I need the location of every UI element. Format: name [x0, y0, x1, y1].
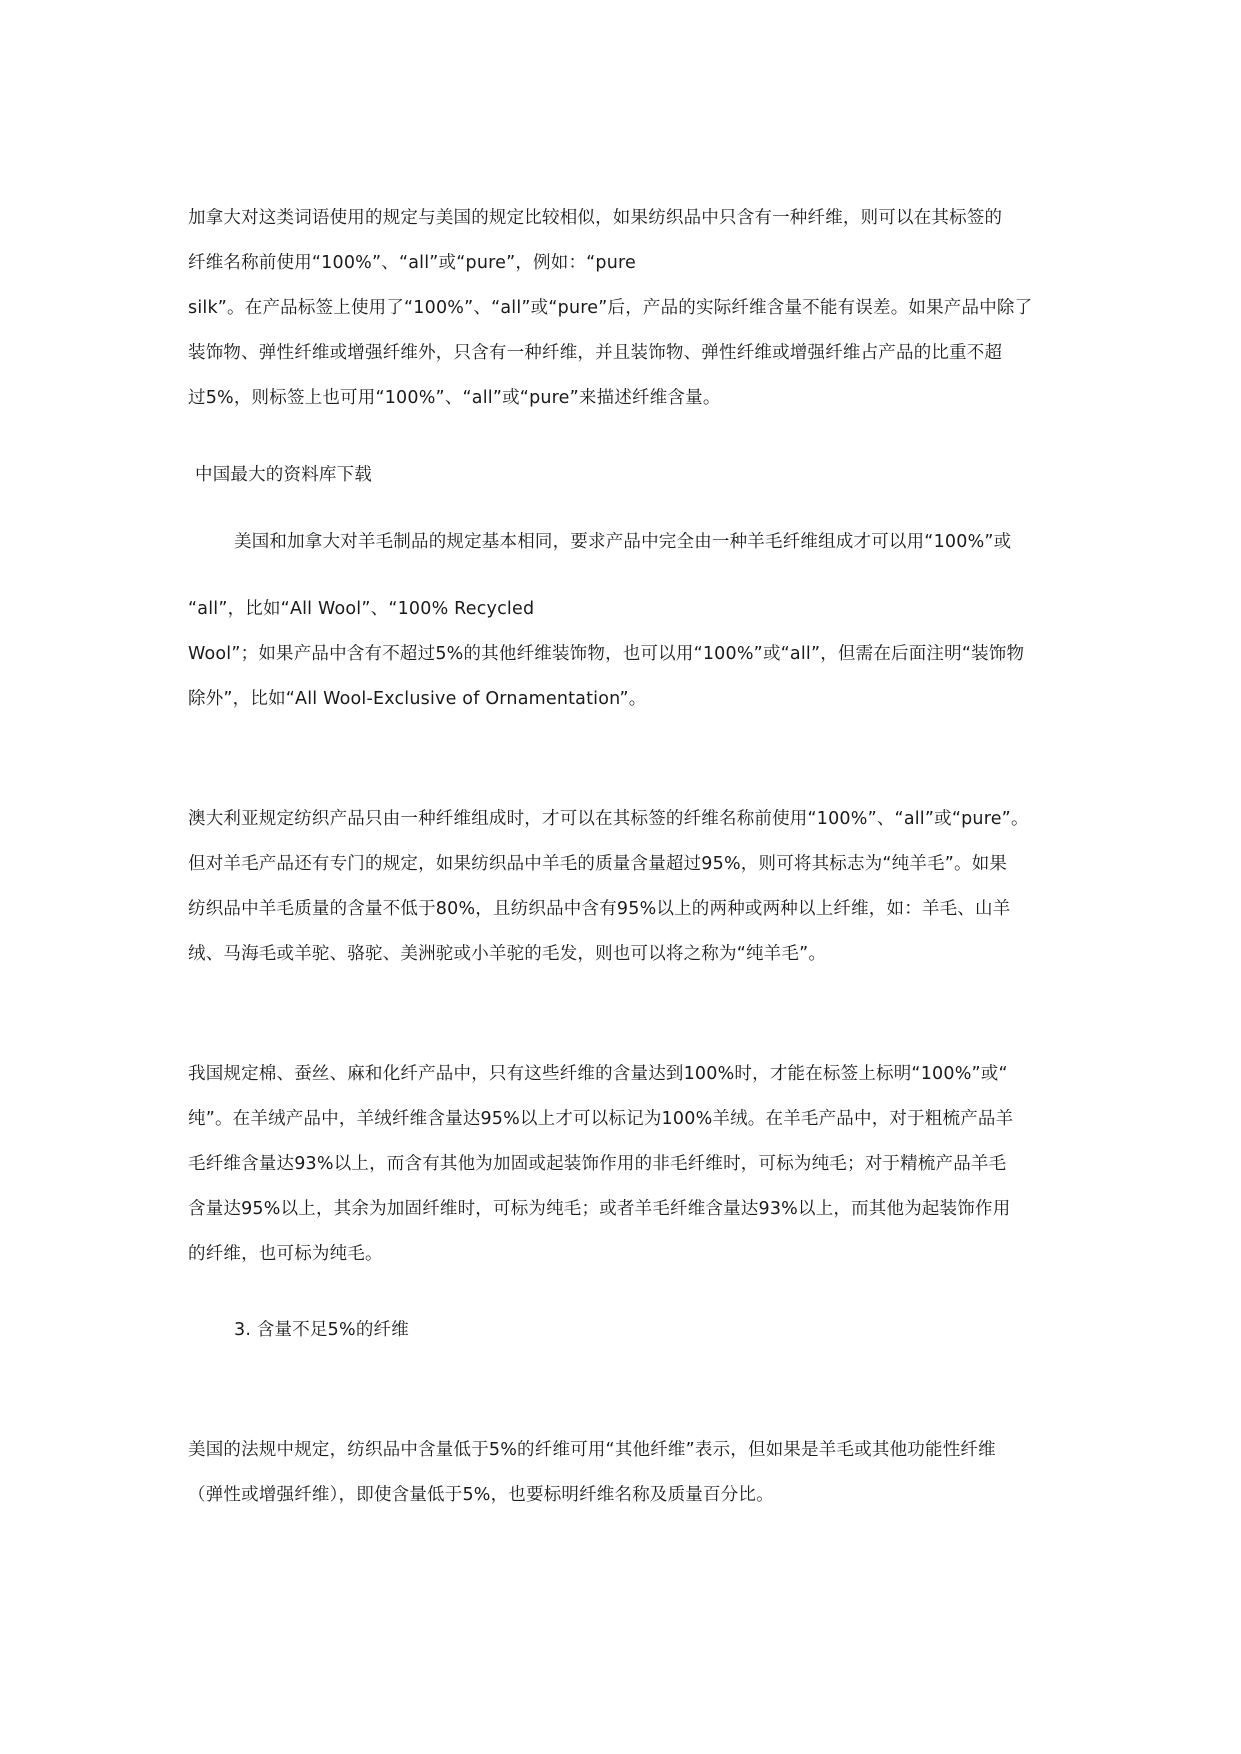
paragraph-australia-line-1: 澳大利亚规定纺织产品只由一种纤维组成时，才可以在其标签的纤维名称前使用“100%”、“all”或“pure”。	[188, 809, 1029, 829]
paragraph-canada-line-5: 过5%，则标签上也可用“100%”、“all”或“pure”来描述纤维含量。	[188, 388, 721, 408]
paragraph-canada-line-3: silk”。在产品标签上使用了“100%”、“all”或“pure”后，产品的实际纤维含量不能有误差。如果产品中除了	[188, 298, 1033, 318]
paragraph-wool-line-4: 除外”，比如“All Wool-Exclusive of Ornamentation”。	[188, 689, 647, 709]
paragraph-canada-line-2: 纤维名称前使用“100%”、“all”或“pure”，例如：“pure	[188, 253, 636, 273]
paragraph-china-line-1: 我国规定棉、蚕丝、麻和化纤产品中，只有这些纤维的含量达到100%时，才能在标签上标明“100%”或“	[188, 1064, 1008, 1084]
paragraph-australia-line-3: 纺织品中羊毛质量的含量不低于80%，且纺织品中含有95%以上的两种或两种以上纤维，如：羊毛、山羊	[188, 899, 1011, 919]
paragraph-wool-line-3: Wool”；如果产品中含有不超过5%的其他纤维装饰物，也可以用“100%”或“all”，但需在后面注明“装饰物	[188, 644, 1025, 664]
paragraph-australia-line-4: 绒、马海毛或羊驼、骆驼、美洲驼或小羊驼的毛发，则也可以将之称为“纯羊毛”。	[188, 944, 827, 964]
section-heading: 3. 含量不足5%的纤维	[234, 1320, 409, 1340]
download-note: 中国最大的资料库下载	[195, 465, 372, 485]
paragraph-us-low-line-1: 美国的法规中规定，纺织品中含量低于5%的纤维可用“其他纤维”表示，但如果是羊毛或其他功能性纤维	[188, 1440, 996, 1460]
paragraph-wool-line-1: 美国和加拿大对羊毛制品的规定基本相同，要求产品中完全由一种羊毛纤维组成才可以用“100%”或	[234, 532, 1012, 552]
paragraph-china-line-4: 含量达95%以上，其余为加固纤维时，可标为纯毛；或者羊毛纤维含量达93%以上，而其他为起装饰作用	[188, 1199, 1011, 1219]
paragraph-us-low-line-2: （弹性或增强纤维），即使含量低于5%，也要标明纤维名称及质量百分比。	[188, 1485, 774, 1505]
paragraph-australia-line-2: 但对羊毛产品还有专门的规定，如果纺织品中羊毛的质量含量超过95%，则可将其标志为“纯羊毛”。如果	[188, 854, 1008, 874]
paragraph-china-line-3: 毛纤维含量达93%以上，而含有其他为加固或起装饰作用的非毛纤维时，可标为纯毛；对于精梳产品羊毛	[188, 1154, 1007, 1174]
paragraph-china-line-2: 纯”。在羊绒产品中，羊绒纤维含量达95%以上才可以标记为100%羊绒。在羊毛产品中，对于粗梳产品羊	[188, 1109, 1014, 1129]
paragraph-canada-line-4: 装饰物、弹性纤维或增强纤维外，只含有一种纤维，并且装饰物、弹性纤维或增强纤维占产品的比重不超	[188, 343, 1003, 363]
paragraph-canada-line-1: 加拿大对这类词语使用的规定与美国的规定比较相似，如果纺织品中只含有一种纤维，则可以在其标签的	[188, 208, 1003, 228]
paragraph-wool-line-2: “all”，比如“All Wool”、“100% Recycled	[188, 599, 535, 619]
paragraph-china-line-5: 的纤维，也可标为纯毛。	[188, 1244, 383, 1264]
